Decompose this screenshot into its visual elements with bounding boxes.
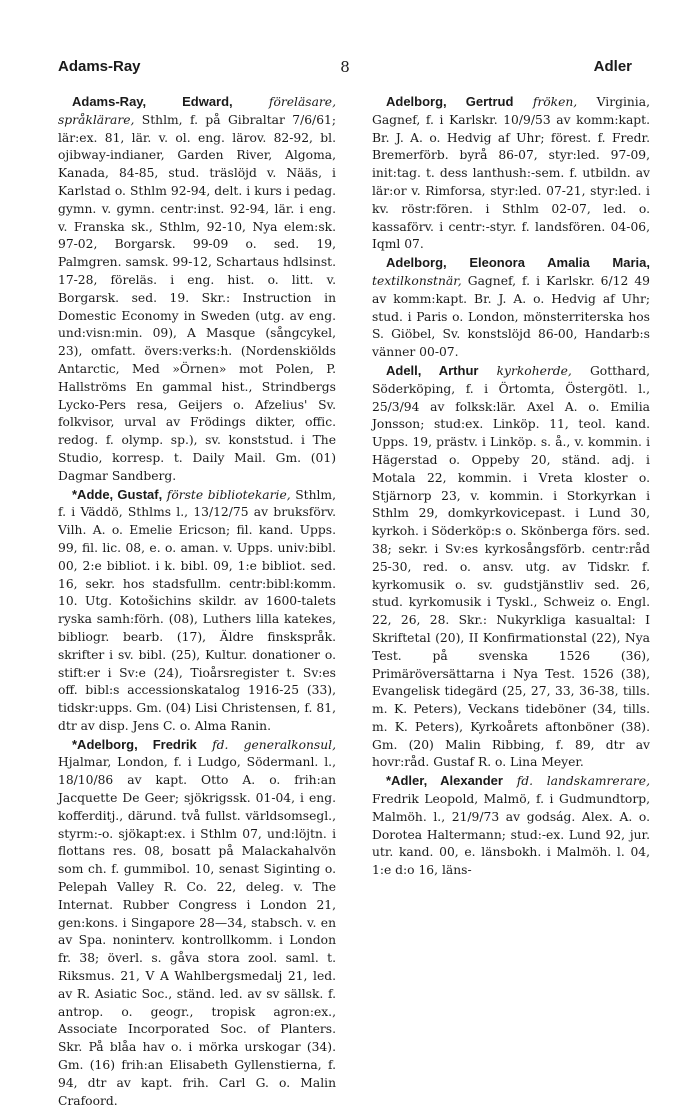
entry-headword: *Adler, Alexander (386, 773, 503, 789)
header-first-headword: Adams-Ray (58, 58, 141, 75)
entry-adams-ray (58, 93, 336, 486)
entry-adde (58, 486, 336, 736)
text-column-right (372, 93, 650, 1068)
entry-occupation: kyrkoherde, (496, 363, 572, 378)
entry-occupation: textilkonstnär, (372, 273, 462, 288)
entry-occupation: föreläsare, språklärare, (58, 95, 336, 127)
entry-text: Gagnef, f. i Karlskr. 6/12 49 av komm:kapt. Br. J. A. o. Hedvig af Uhr; stud. i Paris o. London, mönsterriterska hos S. Giöbel, Sv. konstslöjd 86-00, Handarb:s vänner 00-07. (372, 273, 650, 360)
entry-adelborg-fredrik (58, 736, 336, 1110)
entry-text: Gotthard, Söderköping, f. i Örtomta, Östergötl. l., 25/3/94 av folksk:lär. Axel A. o. Emilia Jonsson; stud:ex. Linköp. 11, teol. kand. Upps. 19, prästv. i Linköp. s. å., v. kommin. i Hägerstad o. Oppeby 20, ständ. adj. i Motala 22, kommin. i Vreta kloster o. Stjärnorp 23, v. kommin. i Storkyrkan i Sthlm 29, domkyrkovicepast. i Lund 30, kyrkoh. i Söderköp:s o. Skönberga förs. sed. 38; sekr. i Sv:es kyrkosångsförb. centr:råd 25-30, red. o. ansv. utg. av Tidskr. f. kyrkomusik o. sv. gudstjänstliv sed. 26, stud. kyrkomusik i Tyskl., Schweiz o. Engl. 22, 26, 28. Skr.: Nukyrkliga kasualtal: I Skriftetal (20), II Konfirmationstal (22), Nya Test. på svenska 1526 (36), Primäröversättarna i Nya Test. 1526 (38), Evangelisk tidegärd (25, 27, 33, 36-38, tills. m. K. Peters), Veckans tideböner (34, tills. m. K. Peters), Kyrkoårets aftonböner (38). Gm. (20) Malin Ribbing, f. 89, dtr av hovr:råd. Gustaf R. o. Lina Meyer. (372, 363, 650, 770)
header-last-headword: Adler (593, 58, 632, 75)
entry-headword: Adams-Ray, Edward, (72, 94, 233, 109)
entry-adler (372, 772, 650, 880)
entry-text: Fredrik Leopold, Malmö, f. i Gudmundtorp, Malmöh. l., 21/9/73 av godság. Alex. A. o. Dorotea Haltermann; stud:-ex. Lund 92, jur. utr. kand. 00, e. länsbokh. i Malmöh. l. 04, 1:e d:o 16, läns- (372, 792, 650, 878)
entry-text: Sthlm, f. i Väddö, Sthlms l., 13/12/75 av bruksförv. Vilh. A. o. Emelie Ericson; fil. kand. Upps. 99, fil. lic. 08, e. o. aman. v. Upps. univ:bibl. 00, 2:e bibliot. i k. bibl. 09, 1:e bibliot. sed. 16, sekr. hos stadsfullm. centr:bibl:komm. 10. Utg. Kotošichins skildr. av 1600-talets ryska samh:förh. (08), Luthers lilla katekes, bibliogr. bearb. (17), Äldre finskspråk. skrifter i sv. bibl. (25), Kultur. donationer o. stift:er i Sv:e (24), Tioårsregister t. Sv:es off. bibl:s accessionskatalog 1916-25 (33), tidskr:upps. Gm. (04) Lisi Christensen, f. 81, dtr av disp. Jens C. o. Alma Ranin. (58, 487, 336, 733)
entry-occupation: förste bibliotekarie, (166, 487, 291, 502)
running-header (58, 58, 632, 82)
entry-adelborg-gertrud (372, 93, 650, 254)
entry-headword: Adell, Arthur (386, 362, 479, 378)
entry-text: Sthlm, f. på Gibraltar 7/6/61; lär:ex. 81, lär. v. ol. eng. lärov. 82-92, bl. ojibway-indianer, Garden River, Algoma, Kanada, 84-85, stud. träslöjd v. Nääs, i Karlstad o. Sthlm 92-94, delt. i kurs i pedag. gymn. v. gymn. centr:inst. 92-94, lär. i eng. v. Franska sk., Sthlm, 92-10, Nya elem:sk. 97-02, Borgarsk. 99-09 o. sed. 19, Palmgren. samsk. 99-12, Schartaus hdlsinst. 17-28, föreläs. i eng. hist. o. litt. v. Borgarsk. sed. 19. Skr.: Instruction in Domestic Economy in Sweden (utg. av eng. und:visn:min. 09), A Masque (sångcykel, 23), omfatt. övers:verks:h. (Nordenskiölds Antarctic, Med »Örnen» mot Polen, P. Hallströms En gammal hist., Strindbergs Lycko-Pers resa, Geijers o. Afzelius' Sv. folkvisor, urval av Frödings dikter, offic. redog. f. olymp. sp.), sv. konststud. i The Studio, korresp. t. Daily Mail. Gm. (01) Dagmar Sandberg. (58, 112, 336, 483)
entry-adelborg-eleonora (372, 254, 650, 362)
entry-occupation: fd. landskamrerare, (516, 774, 650, 789)
entry-headword: *Adelborg, Fredrik (72, 736, 197, 752)
entry-headword: *Adde, Gustaf, (72, 486, 163, 502)
entry-adell (372, 362, 650, 772)
entry-text: Virginia, Gagnef, f. i Karlskr. 10/9/53 av komm:kapt. Br. J. A. o. Hedvig af Uhr; förest. f. Fredr. Bremerförb. byrå 86-07, styr:led. 97-09, init:tag. t. dess lanthush:-sem. f. utbildn. av lär:or v. Rimforsa, styr:led. 07-21, styr:led. i kv. röstr:fören. i Sthlm 02-07, led. o. kassaförv. i centr:-styr. f. landsfören. 04-06, Iqml 07. (372, 95, 650, 252)
entry-headword: Adelborg, Gertrud (386, 94, 514, 109)
entry-occupation: fröken, (532, 95, 578, 109)
entry-text: Hjalmar, London, f. i Ludgo, Södermanl. l., 18/10/86 av kapt. Otto A. o. frih:an Jacquette De Geer; sjökrigssk. 01-04, i eng. kofferditj., därund. två fullst. världsomsegl., styrm:-o. sjökapt:ex. i Sthlm 07, und:löjtn. i flottans res. 08, bosatt på Malackahalvön som ch. f. gummibol. 10, senast Siginting o. Pelepah Valley R. Co. 22, deleg. v. The Internat. Rubber Congress i London 21, gen:kons. i Singapore 28—34, stabsch. v. en av Spa. noninterv. kontrollkomm. i London fr. 38; överl. s. gåva stora zool. saml. t. Riksmus. 21, V A Wahlbergsmedalj 21, led. av R. Asiatic Soc., ständ. led. av sv sällsk. f. antrop. o. geogr., tropisk agron:ex., Associate Incorporated Soc. of Planters. Skr. På blåa hav o. i mörka urskogar (34). Gm. (16) frih:an Elisabeth Gyllenstierna, f. 94, dtr av kapt. frih. Carl G. o. Malin Crafoord. (58, 755, 336, 1108)
text-column-left (58, 93, 336, 1108)
entry-headword: Adelborg, Eleonora Amalia Maria, (386, 255, 650, 271)
entry-occupation: fd. generalkonsul, (212, 737, 336, 752)
page-number: 8 (340, 58, 350, 76)
